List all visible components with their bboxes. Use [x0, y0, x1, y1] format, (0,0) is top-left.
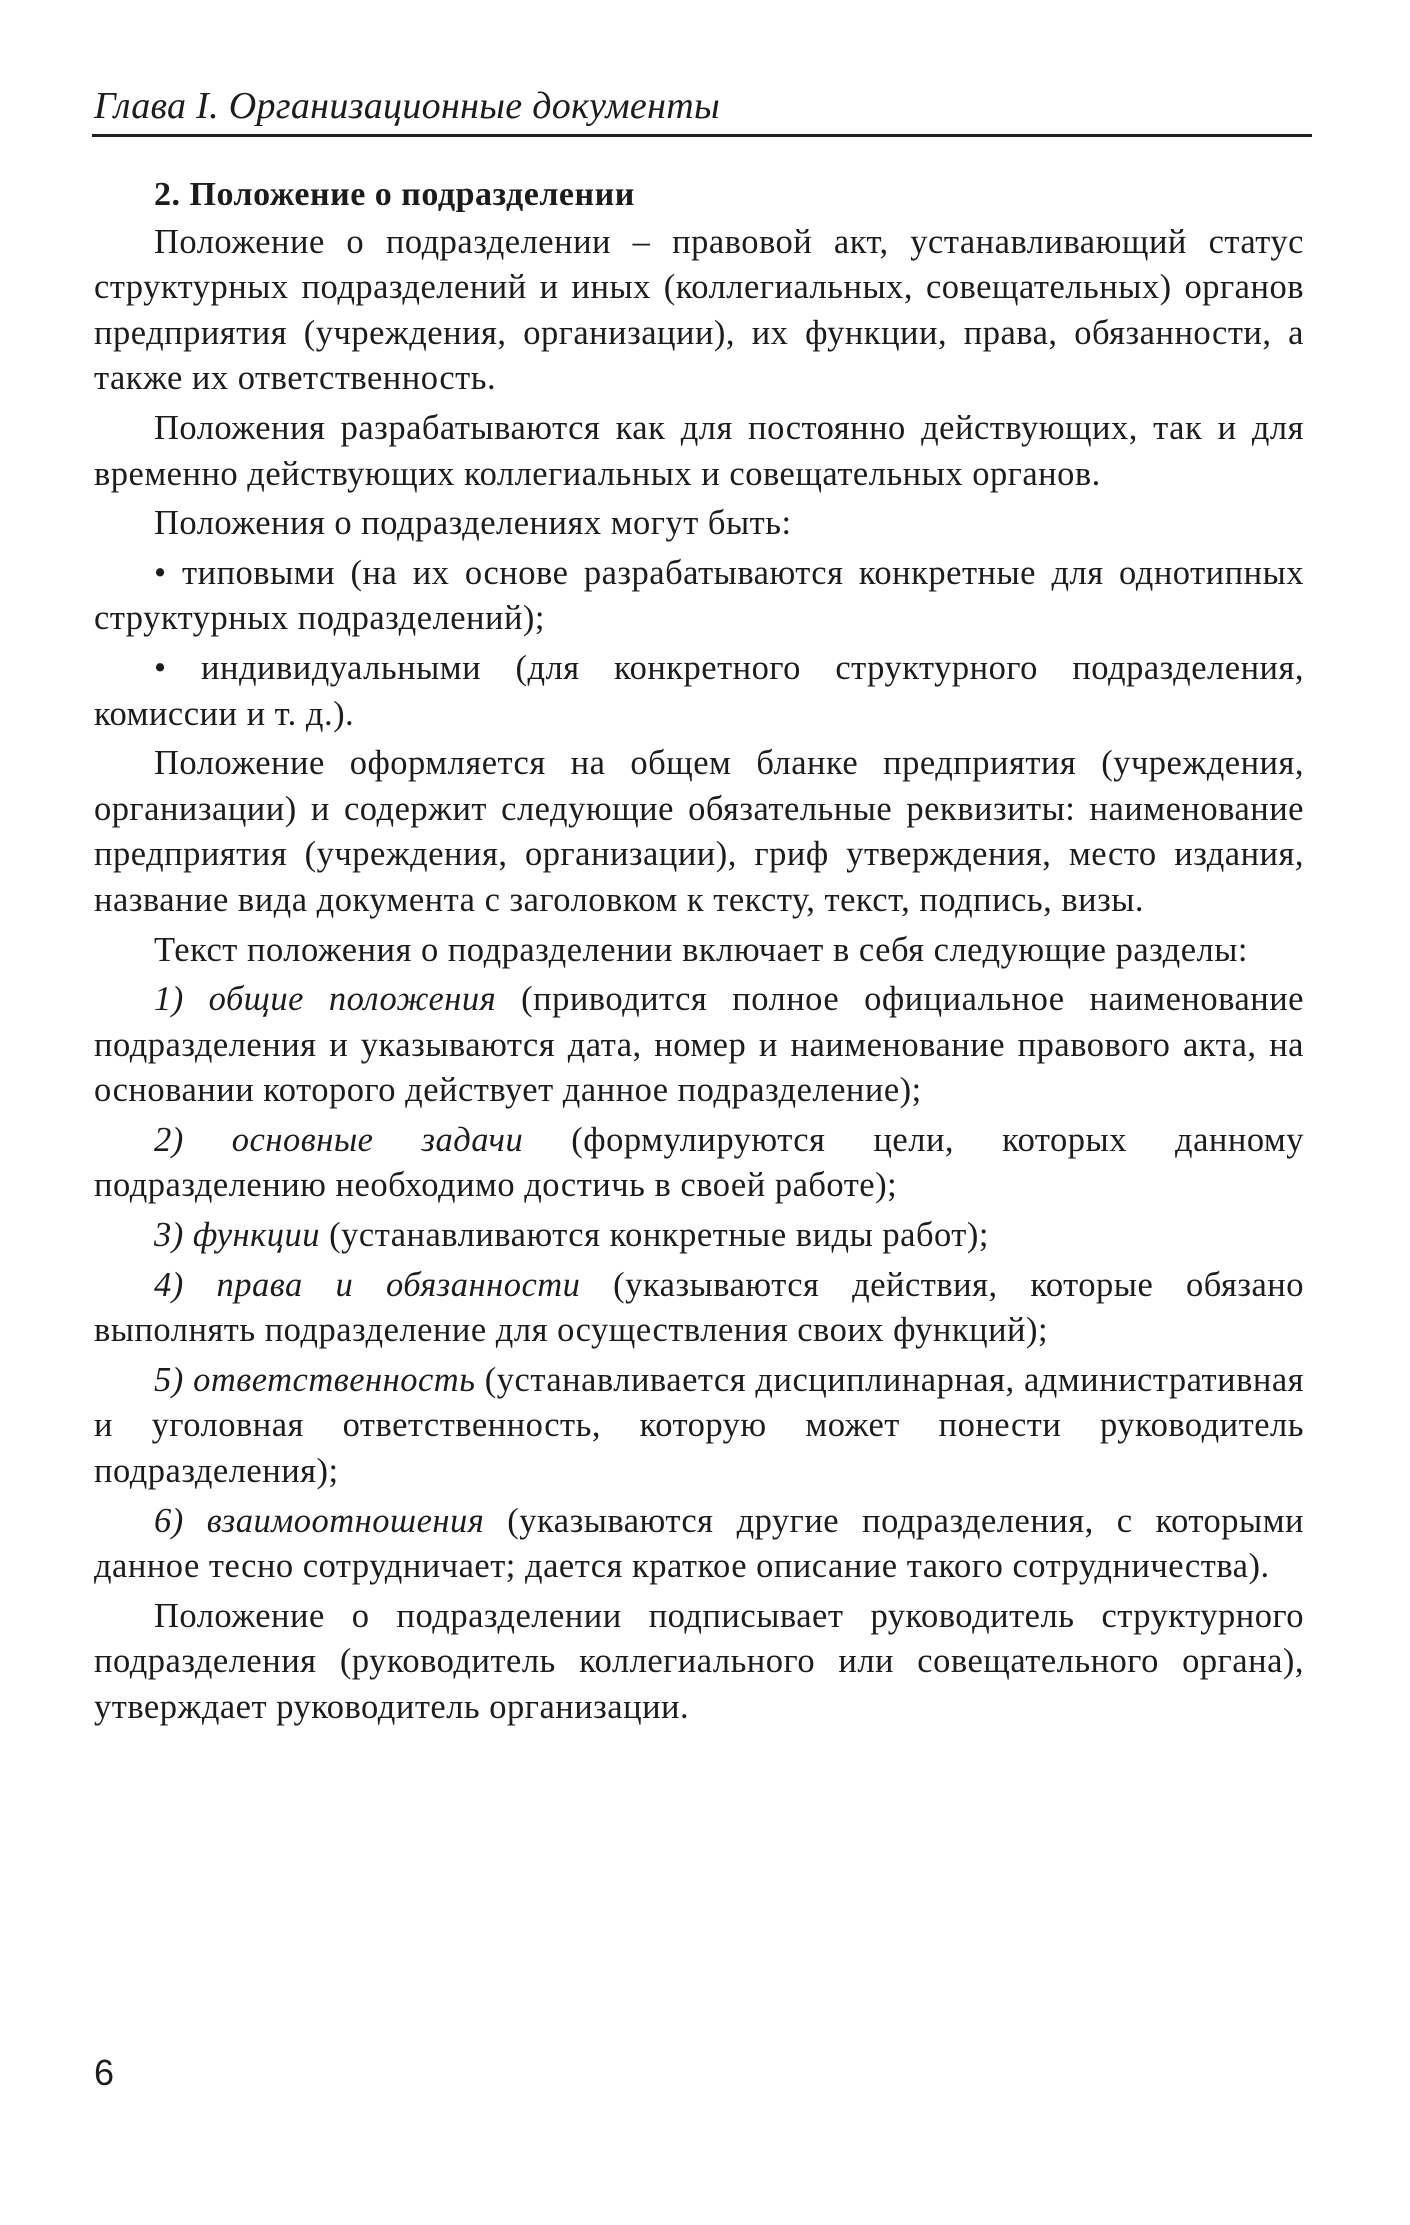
bullet-item: • типовыми (на их основе разрабатываются конкретные для однотипных структурных подразделений); — [94, 553, 1304, 638]
running-head: Глава I. Организационные документы — [94, 85, 721, 127]
paragraph-sections-intro: Текст положения о подразделении включает в себя следующие разделы: — [154, 930, 1248, 969]
list-item — [94, 1213, 1304, 1259]
list-item-text: (устанавливаются конкретные виды работ); — [320, 1216, 989, 1255]
list-item-term: 4) права и обязанности — [154, 1265, 581, 1304]
list-item — [94, 1499, 1304, 1590]
paragraph-requisites: Положение оформляется на общем бланке предприятия (учреждения, организации) и содержит следующие обязательные реквизиты: наименование предприятия (учреждения, организации), гриф утверждения, место издания, название вида документа с заголовком к тексту, текст, подпись, визы. — [94, 744, 1304, 919]
list-item-text: (приводится полное официальное наименование подразделения и указываются дата, номер и наименование правового акта, на основании которого действует данное подразделение); — [94, 980, 1304, 1110]
list-item — [94, 1358, 1304, 1495]
list-item-term: 5) ответственность — [154, 1360, 476, 1399]
section-title: 2. Положение о подразделении — [154, 176, 635, 213]
paragraph-closing: Положение о подразделении подписывает руководитель структурного подразделения (руководитель коллегиального или совещательного органа), утверждает руководитель организации. — [94, 1596, 1304, 1726]
header-rule — [92, 134, 1312, 137]
page-number: 6 — [94, 2052, 115, 2093]
bullet-item: • индивидуальными (для конкретного структурного подразделения, комиссии и т. д.). — [94, 648, 1304, 733]
list-item — [94, 977, 1304, 1114]
paragraph-types-intro: Положения о подразделениях могут быть: — [154, 504, 792, 543]
list-item-term: 2) основные задачи — [154, 1120, 524, 1159]
paragraph-development: Положения разрабатываются как для постоянно действующих, так и для временно действующих коллегиальных и совещательных органов. — [94, 408, 1304, 493]
list-item-text: (устанавливается дисциплинарная, административная и уголовная ответственность, которую может понести руководитель подразделения); — [94, 1360, 1305, 1491]
list-item-term: 1) общие положения — [154, 980, 497, 1019]
list-item-text: (указываются другие подразделения, с которыми данное тесно сотрудничает; дается краткое описание такого сотрудничества). — [94, 1501, 1304, 1586]
page-content — [94, 172, 1304, 1735]
paragraph-definition: Положение о подразделении – правовой акт, устанавливающий статус структурных подразделений и иных (коллегиальных, совещательных) органов предприятия (учреждения, организации), их функции, права, обязанности, а также их ответственность. — [94, 222, 1304, 398]
list-item-text: (формулируются цели, которых данному подразделению необходимо достичь в своей работе); — [94, 1120, 1304, 1205]
list-item-term: 3) функции — [154, 1216, 321, 1255]
list-item — [94, 1118, 1304, 1209]
list-item-text: (указываются действия, которые обязано выполнять подразделение для осуществления своих функций); — [94, 1265, 1304, 1350]
list-item-term: 6) взаимоотношения — [154, 1501, 485, 1540]
list-item — [94, 1263, 1304, 1354]
